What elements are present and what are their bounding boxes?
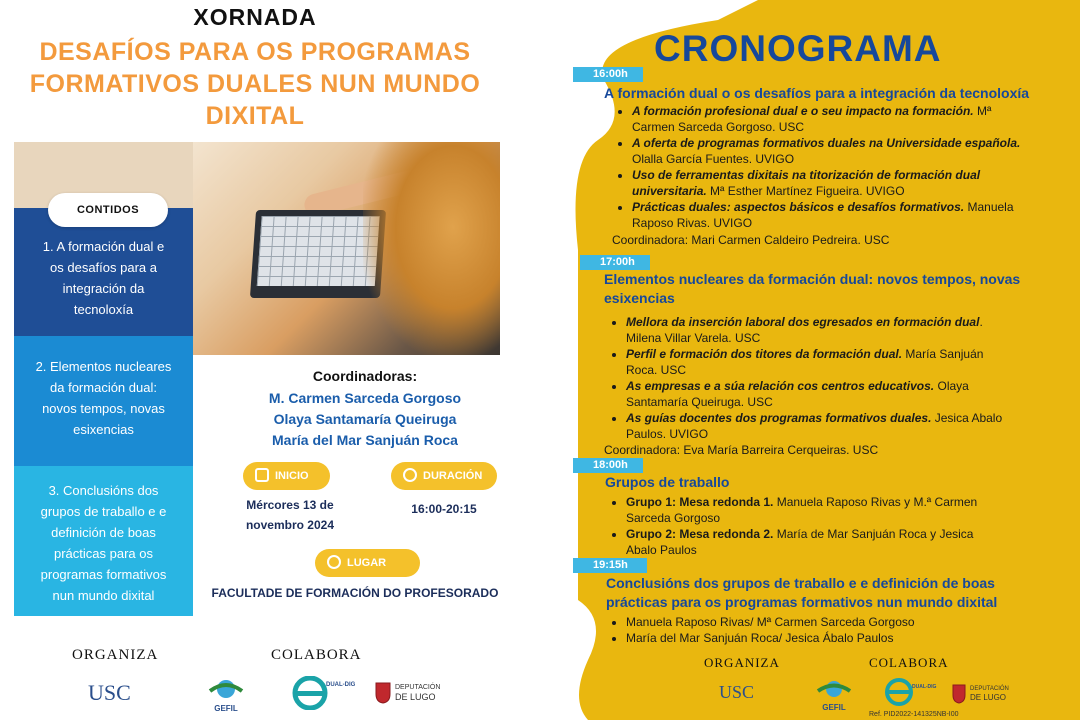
place-value: FACULTADE DE FORMACIÓN DO PROFESORADO [211,586,499,600]
coordinator-label: Coordinadora: [612,233,689,247]
duration-value: 16:00-20:15 [411,502,477,516]
start-date-line: Mércores 13 de [246,498,334,512]
colabora-heading: COLABORA [869,655,949,670]
item-speaker: Olalla García Fuentes. UVIGO [632,152,795,166]
item-speaker: María de Mar Sanjuán Roca y Jesica [773,527,974,541]
time-tag: 19:15h [573,558,647,573]
list-item [632,199,1070,231]
list-item [626,410,1074,442]
dualdig-mark-icon [884,678,914,706]
coordinator-name: María del Mar Sanjuán Roca [272,432,458,448]
dualdig-logo-text: DUAL-DIG [912,684,937,690]
contents-line: os desafíos para a [50,260,157,275]
photo-laptop-screen [257,216,380,286]
clock-icon [403,468,417,482]
duration-label: DURACIÓN [423,470,483,482]
list-item [626,526,1074,558]
gefil-mark-icon [812,678,856,698]
list-item [632,135,1070,167]
event-title-line: DIXITAL [205,102,305,130]
item-topic: As guías docentes dos programas formativos duales. [626,411,932,425]
coordinators-heading: Coordinadoras: [312,368,418,384]
organiza-heading: ORGANIZA [704,655,780,670]
list-item [626,630,1074,646]
contents-line: novos tempos, novas [42,401,165,416]
item-speaker: Sarceda Gorgoso [626,511,721,525]
item-speaker: Santamaría Queiruga. USC [626,395,773,409]
section-title: Grupos de traballo [605,474,730,490]
item-speaker: Milena Villar Varela. USC [626,331,761,345]
item-topic: Prácticas duales: aspectos básicos e desafíos formativos. [632,200,965,214]
deputacion-text: DEPUTACIÓN [970,686,1009,692]
item-speaker: Mª Esther Martínez Figueira. UVIGO [706,184,905,198]
coordinator-name: Eva María Barreira Cerqueiras. USC [680,443,879,457]
item-group: Grupo 2: Mesa redonda 2. [626,527,774,541]
item-speaker: Manuela Raposo Rivas y M.ª Carmen [773,495,978,509]
contents-line: prácticas para os [54,546,153,561]
dualdig-logo-text: DUAL-DIG [326,682,356,688]
schedule-title: CRONOGRAMA [654,28,942,69]
section-items [610,103,1070,231]
coordinator-name: M. Carmen Sarceda Gorgoso [268,390,462,406]
contents-line: da formación dual: [50,380,157,395]
section-title-line: prácticas para os programas formativos nun mundo dixital [606,594,998,610]
contents-line: programas formativos [40,567,167,582]
gefil-logo-text: GEFIL [214,704,238,713]
event-title-line: FORMATIVOS DUALES NUN MUNDO [29,70,481,98]
contents-line: tecnoloxía [73,302,134,317]
coat-of-arms-icon [375,682,391,704]
stopwatch-icon [327,555,341,569]
event-kicker: XORNADA [193,4,317,30]
item-speaker: Manuela Raposo Rivas/ Mª Carmen Sarceda Gorgoso [626,615,915,629]
item-speaker: Paulos. UVIGO [626,427,709,441]
list-item [626,494,1074,526]
list-item [632,103,1070,135]
contents-item-3 [14,466,193,616]
item-topic: Perfil e formación dos titores da formación dual. [626,347,903,361]
calendar-icon [255,468,269,482]
item-topic: Mellora da inserción laboral dos egresados en formación dual [626,315,980,329]
section-coordinator [612,232,889,248]
list-item [626,314,1074,346]
section-title-line: Elementos nucleares da formación dual: novos tempos, novas [604,271,1021,287]
item-speaker: Carmen Sarceda Gorgoso. USC [632,120,805,134]
contents-item-1 [14,208,193,336]
contents-line: 3. Conclusións dos [48,483,159,498]
deputacion-text: DEPUTACIÓN [395,684,441,691]
contents-item-2 [14,336,193,466]
item-group: Grupo 1: Mesa redonda 1. [626,495,774,509]
list-item [632,167,1070,199]
section-title-line: esixencias [604,290,675,306]
section-title [604,270,1074,308]
item-speaker: Raposo Rivas. UVIGO [632,216,753,230]
dualdig-logo [884,678,944,708]
item-topic: A oferta de programas formativos duales na Universidade española. [632,136,1021,150]
section-title-line: Conclusións dos grupos de traballo e e definición de boas [606,575,995,591]
organiza-heading: ORGANIZA [72,647,159,663]
contents-line: definición de boas [51,525,156,540]
contents-line: esixencias [73,422,134,437]
usc-logo-text: USC [719,682,755,702]
section-title [606,574,1076,612]
item-speaker: Jesica Abalo [931,411,1003,425]
item-topic: Uso de ferramentas dixitais na titorización de formación dual [632,168,981,182]
duration-badge [391,462,497,490]
item-speaker: . [979,315,983,329]
dualdig-logo [292,676,358,712]
start-label: INICIO [275,470,309,482]
item-speaker: Mª [973,104,992,118]
section-title: A formación dual o os desafíos para a integración da tecnoloxía [604,85,1030,101]
list-item [626,378,1074,410]
item-speaker: Roca. USC [626,363,687,377]
item-topic: universitaria. [632,184,707,198]
place-badge [315,549,420,577]
reference-code: Ref. PID2022-141325NB-I00 [869,711,959,718]
event-title-line: DESAFÍOS PARA OS PROGRAMAS [39,38,471,66]
gefil-logo [812,678,856,712]
gefil-logo-text: GEFIL [822,703,846,712]
contents-line: integración da [62,281,145,296]
dualdig-mark-icon [292,676,328,710]
time-tag: 18:00h [573,458,643,473]
contents-label: CONTIDOS [48,193,168,227]
lugo-text: DE LUGO [395,692,436,702]
contents-line: 2. Elementos nucleares [35,359,172,374]
gefil-mark-icon [204,677,248,699]
item-speaker: María Sanjuán [902,347,984,361]
contents-line: nun mundo dixital [52,588,155,603]
deputacion-logo [952,684,1012,710]
start-date-line: novembro 2024 [245,518,335,532]
hero-photo [193,142,500,355]
item-speaker: Manuela [964,200,1014,214]
gefil-logo [204,677,248,713]
section-coordinator [604,442,878,458]
place-label: LUGAR [347,557,387,569]
time-tag: 17:00h [580,255,650,270]
usc-logo [88,680,140,706]
lugo-text: DE LUGO [970,693,1007,702]
event-title [10,36,500,132]
list-item [626,346,1074,378]
list-item [626,614,1074,630]
coordinator-name: Olaya Santamaría Queiruga [273,411,457,427]
deputacion-logo [375,682,439,712]
item-speaker: María del Mar Sanjuán Roca/ Jesica Ábalo Paulos [626,631,894,645]
item-topic: A formación profesional dual e o seu impacto na formación. [632,104,974,118]
start-badge [243,462,330,490]
item-topic: As empresas e a súa relación cos centros educativos. [626,379,935,393]
usc-logo [719,682,763,703]
photo-person [363,142,500,355]
section-items [604,614,1074,646]
colabora-heading: COLABORA [271,647,362,663]
coat-of-arms-icon [952,684,966,704]
section-items [604,494,1074,558]
section-items [604,314,1074,442]
contents-line: grupos de traballo e e [40,504,167,519]
item-speaker: Abalo Paulos [626,543,697,557]
coordinator-label: Coordinadora: [604,443,681,457]
start-date [230,495,350,535]
time-tag: 16:00h [573,67,643,82]
coordinator-name: Mari Carmen Caldeiro Pedreira. USC [688,233,890,247]
contents-line: 1. A formación dual e [42,239,165,254]
item-speaker: Olaya [934,379,969,393]
usc-logo-text: USC [88,680,131,705]
